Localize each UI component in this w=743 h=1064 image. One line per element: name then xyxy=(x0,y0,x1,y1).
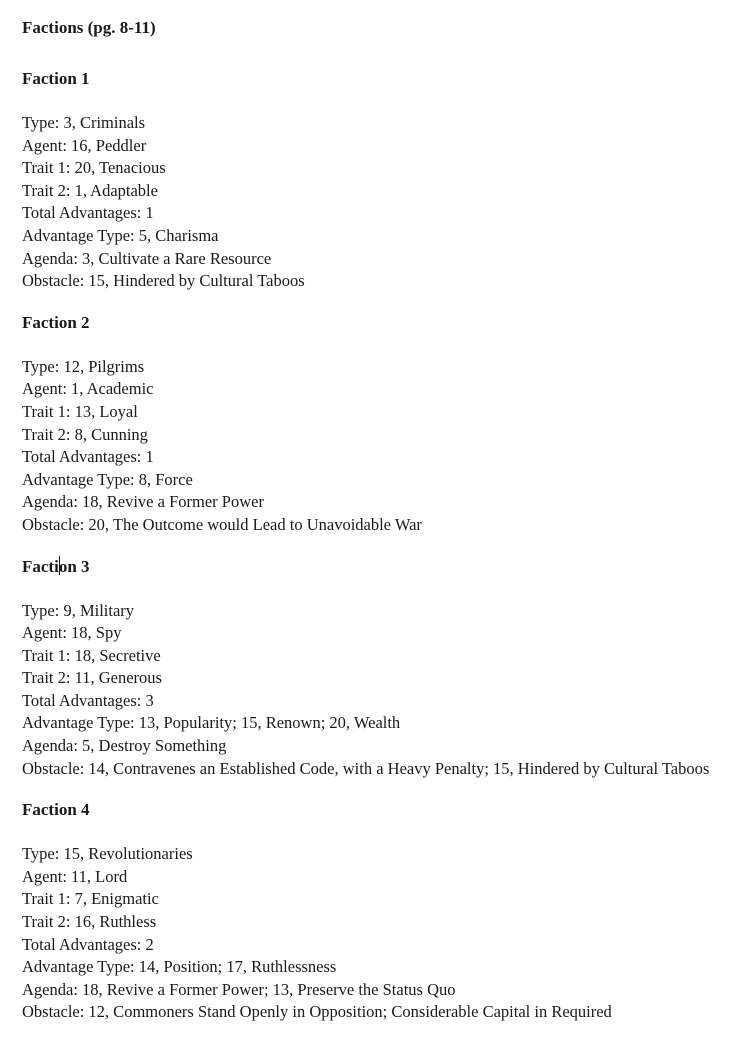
faction-heading: Faction 4 xyxy=(22,800,90,820)
faction-trait2-line: Trait 2: 1, Adaptable xyxy=(22,180,158,200)
faction-agent-line: Agent: 16, Peddler xyxy=(22,135,147,155)
faction-heading: Faction 2 xyxy=(22,312,90,332)
faction-trait1-line: Trait 1: 18, Secretive xyxy=(22,645,161,665)
faction-type-line: Type: 9, Military xyxy=(22,600,135,620)
faction-agenda-line: Agenda: 18, Revive a Former Power; 13, Preserve the Status Quo xyxy=(22,979,456,999)
faction-advantage-type-line: Advantage Type: 13, Popularity; 15, Renown; 20, Wealth xyxy=(22,713,401,733)
faction-section xyxy=(22,311,734,537)
faction-section xyxy=(22,67,734,293)
faction-heading[interactable] xyxy=(22,555,734,578)
faction-total-advantages-line: Total Advantages: 1 xyxy=(22,203,154,223)
faction-type-line: Type: 15, Revolutionaries xyxy=(22,844,193,864)
faction-agent-line: Agent: 11, Lord xyxy=(22,866,128,886)
faction-agent-line: Agent: 1, Academic xyxy=(22,379,154,399)
faction-heading-text-after-caret: on 3 xyxy=(58,556,90,576)
faction-trait2-line: Trait 2: 11, Generous xyxy=(22,668,162,688)
faction-trait2-line: Trait 2: 8, Cunning xyxy=(22,424,148,444)
faction-heading: Faction 1 xyxy=(22,69,90,88)
faction-type-line: Type: 3, Criminals xyxy=(22,113,146,132)
faction-total-advantages-line: Total Advantages: 1 xyxy=(22,447,154,467)
faction-section xyxy=(22,798,734,1024)
faction-agenda-line: Agenda: 3, Cultivate a Rare Resource xyxy=(22,248,272,268)
document-title: Factions (pg. 8-11) xyxy=(22,18,156,37)
faction-advantage-type-line: Advantage Type: 8, Force xyxy=(22,469,193,489)
faction-trait1-line: Trait 1: 13, Loyal xyxy=(22,401,138,421)
faction-obstacle-line: Obstacle: 20, The Outcome would Lead to Unavoidable War xyxy=(22,514,422,534)
document-page[interactable] xyxy=(22,16,734,1042)
faction-agent-line: Agent: 18, Spy xyxy=(22,623,122,643)
faction-total-advantages-line: Total Advantages: 2 xyxy=(22,934,154,954)
faction-total-advantages-line: Total Advantages: 3 xyxy=(22,690,154,710)
faction-trait1-line: Trait 1: 20, Tenacious xyxy=(22,158,166,178)
faction-agenda-line: Agenda: 5, Destroy Something xyxy=(22,736,227,756)
faction-trait2-line: Trait 2: 16, Ruthless xyxy=(22,912,157,932)
faction-obstacle-line: Obstacle: 14, Contravenes an Established Code, with a Heavy Penalty; 15, Hindered by Cultural Taboos xyxy=(22,758,710,778)
faction-agenda-line: Agenda: 18, Revive a Former Power xyxy=(22,492,264,512)
faction-section xyxy=(22,555,734,781)
faction-obstacle-line: Obstacle: 12, Commoners Stand Openly in Opposition; Considerable Capital in Required xyxy=(22,1002,612,1022)
faction-heading-text-before-caret: Facti xyxy=(22,556,59,576)
faction-trait1-line: Trait 1: 7, Enigmatic xyxy=(22,889,159,909)
faction-type-line: Type: 12, Pilgrims xyxy=(22,356,145,376)
faction-advantage-type-line: Advantage Type: 5, Charisma xyxy=(22,225,219,245)
faction-obstacle-line: Obstacle: 15, Hindered by Cultural Taboos xyxy=(22,271,305,291)
faction-advantage-type-line: Advantage Type: 14, Position; 17, Ruthlessness xyxy=(22,957,337,977)
